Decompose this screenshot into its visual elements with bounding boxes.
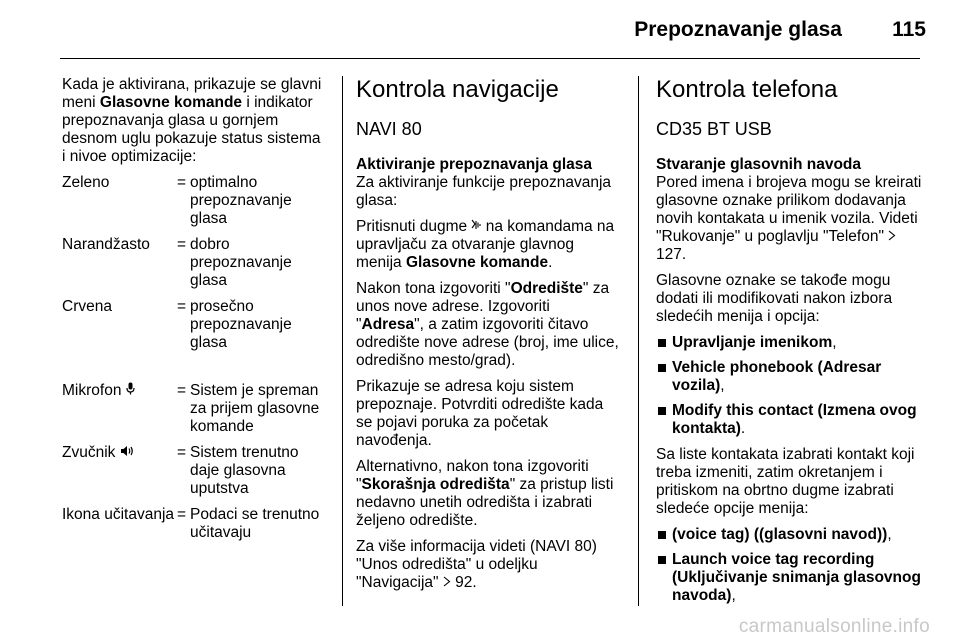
list-item: Modify this contact (Izmena ovog kontakta). — [656, 402, 924, 438]
bullet-icon — [658, 407, 666, 415]
paragraph: Prikazuje se adresa koju sistem prepoznaje. Potvrditi odredište kada se pojavi poruka za početak navođenja. — [356, 378, 604, 449]
column-divider — [638, 76, 639, 606]
list-item: Launch voice tag recording (Uključivanje snimanja glasovnog navoda), — [656, 551, 924, 605]
paragraph: Pored imena i brojeva mogu se kreirati glasovne oznake prilikom dodavanja novih kontakata u imenik vozila. Videti "Rukovanje" u poglavlju "Telefon" 127. — [656, 174, 922, 263]
column-divider — [342, 76, 343, 606]
paragraph: Alternativno, nakon tona izgovoriti "Skorašnja odredišta" za pristup listi nedavno unetih odredišta i izabrati željeno odredište. — [356, 458, 614, 529]
list-item: Vehicle phonebook (Adresar vozila), — [656, 359, 924, 395]
bullet-icon — [658, 339, 666, 347]
section-heading: Kontrola navigacije — [356, 76, 559, 103]
step-title: Stvaranje glasovnih navoda — [656, 156, 862, 173]
list-item: (voice tag) ((glasovni navod)), — [656, 526, 924, 544]
page-reference-icon — [888, 228, 896, 246]
column-1 — [62, 76, 326, 542]
voice-button-icon — [471, 218, 481, 236]
def-row: Zvučnik = Sistem trenutno daje glasovna uputstva — [62, 444, 299, 497]
paragraph: Za aktiviranje funkcije prepoznavanja glasa: — [356, 174, 612, 209]
bullet-icon — [658, 556, 666, 564]
paragraph: Za više informacija videti (NAVI 80) "Unos odredišta" u odeljku "Navigacija" 92. — [356, 538, 597, 591]
subsection-heading: CD35 BT USB — [656, 119, 772, 139]
column-2 — [356, 76, 622, 600]
menu-option-list — [656, 334, 924, 438]
def-row: Mikrofon = Sistem je spreman za prijem glasovne komande — [62, 382, 320, 435]
intro-paragraph: Kada je aktivirana, prikazuje se glavni meni Glasovne komande i indikator prepoznavanja glasa u gornjem desnom uglu pokazuje status sistema i nivoe optimizacije: — [62, 76, 322, 165]
page-title: Prepoznavanje glasa — [634, 18, 842, 41]
header-rule — [60, 58, 920, 59]
def-row: Crvena = prosečno prepoznavanje glasa — [62, 298, 292, 351]
step-title: Aktiviranje prepoznavanja glasa — [356, 156, 593, 173]
def-row: Zeleno = optimalno prepoznavanje glasa — [62, 174, 292, 227]
bullet-icon — [658, 531, 666, 539]
speaker-icon — [120, 444, 134, 462]
list-item: Upravljanje imenikom, — [656, 334, 924, 352]
subsection-heading: NAVI 80 — [356, 119, 422, 139]
def-row: Ikona učitavanja = Podaci se trenutno učitavaju — [62, 506, 320, 541]
page-number: 115 — [892, 18, 926, 41]
microphone-icon — [126, 382, 135, 400]
watermark-text: carmanualsonline.info — [738, 616, 930, 637]
paragraph: Sa liste kontakata izabrati kontakt koji treba izmeniti, zatim okretanjem i pritiskom na obrtno dugme izabrati sledeće opcije menija: — [656, 446, 915, 517]
section-heading: Kontrola telefona — [656, 76, 838, 103]
status-definitions — [62, 174, 326, 542]
bullet-icon — [658, 364, 666, 372]
paragraph: Nakon tona izgovoriti "Odredište" za unos nove adrese. Izgovoriti "Adresa", a zatim izgovoriti čitavo odredište nove adrese (broj, ime ulice, odredišno mesto/grad). — [356, 280, 619, 369]
menu-option-list — [656, 526, 924, 605]
page-header — [0, 0, 960, 60]
paragraph: Glasovne oznake se takođe mogu dodati ili modifikovati nakon izbora sledećih menija i opcija: — [656, 272, 893, 325]
page-reference-icon — [443, 574, 451, 592]
def-row: Narandžasto = dobro prepoznavanje glasa — [62, 236, 292, 289]
paragraph: Pritisnuti dugme na komandama na upravljaču za otvaranje glavnog menija Glasovne komande. — [356, 218, 615, 271]
column-3 — [656, 76, 924, 613]
